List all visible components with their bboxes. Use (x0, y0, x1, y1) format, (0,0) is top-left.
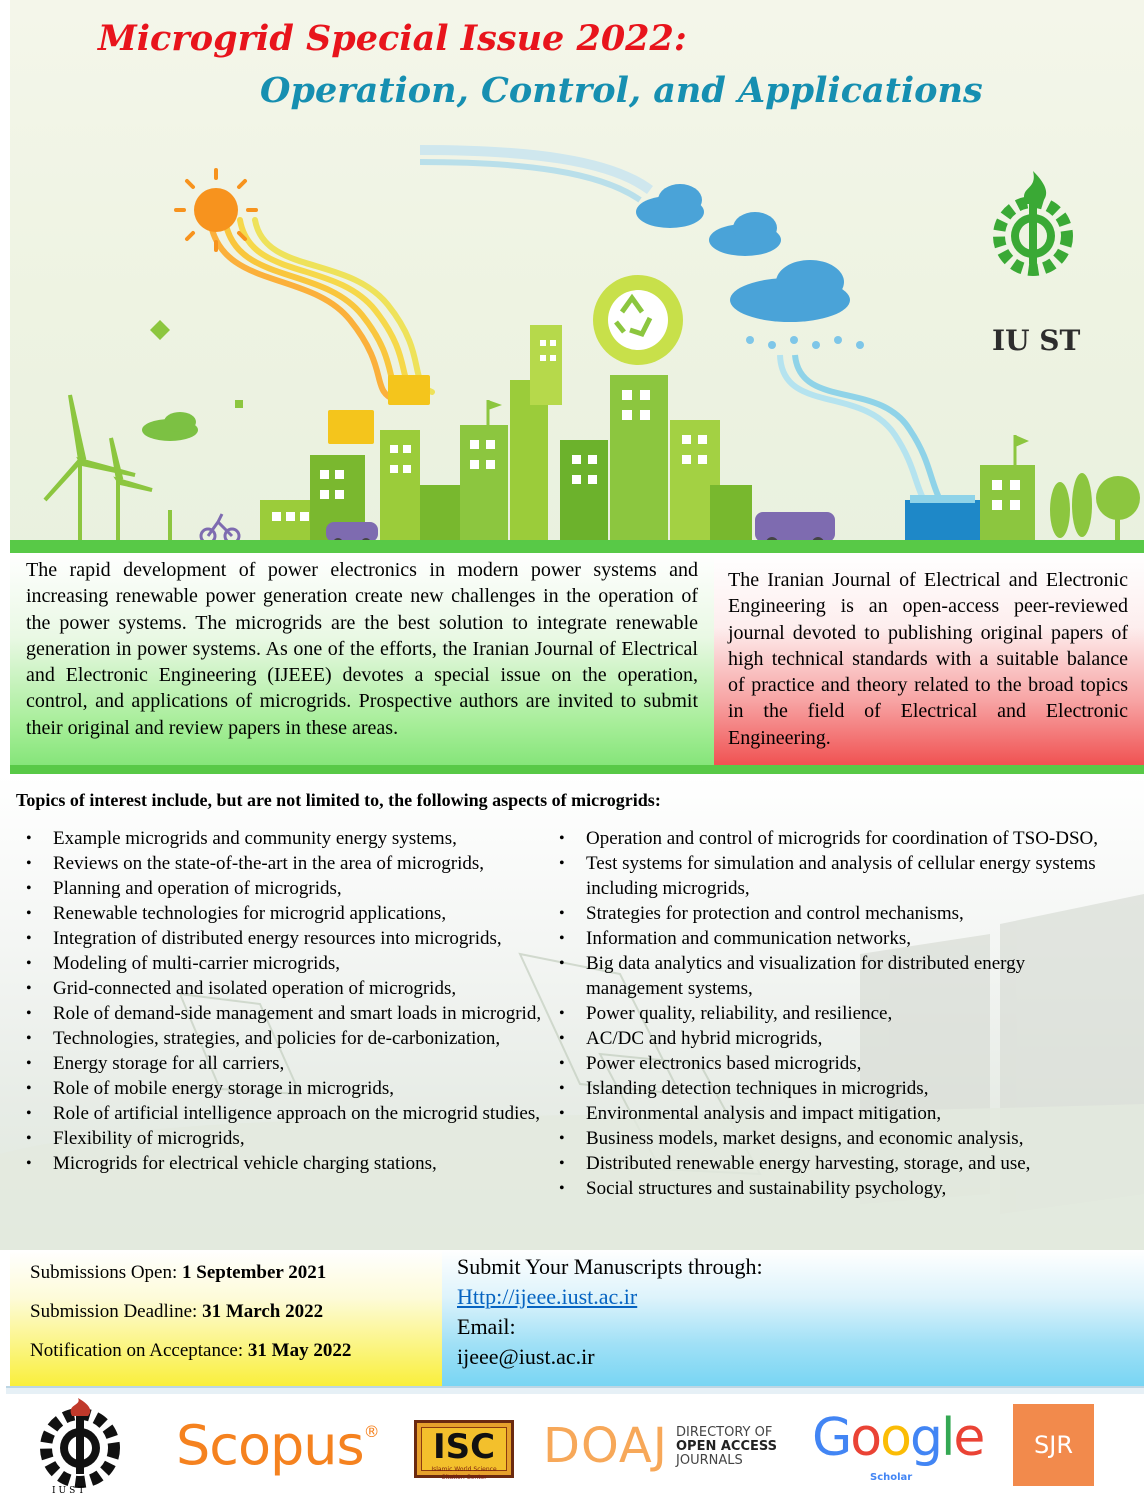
list-item: • Distributed renewable energy harvesting, storage, and use, (559, 1153, 1031, 1174)
bullet-icon: • (26, 880, 32, 897)
list-item: • Technologies, strategies, and policies for de-carbonization, (26, 1028, 501, 1049)
bullet-icon: • (26, 980, 32, 997)
bullet-icon: • (26, 1105, 32, 1122)
topics-section (0, 774, 1144, 1250)
bullet-icon: • (559, 930, 565, 947)
journal-url-link[interactable]: Http://ijeee.iust.ac.ir (457, 1284, 638, 1309)
important-dates (10, 1250, 442, 1386)
water-stream (780, 355, 940, 502)
bullet-icon: • (559, 1105, 565, 1122)
list-item: • Role of mobile energy storage in microgrids, (26, 1078, 395, 1099)
bullet-icon: • (26, 855, 32, 872)
bullet-icon: • (26, 930, 32, 947)
list-item: • Information and communication networks, (559, 928, 912, 949)
sun-energy-stream (210, 220, 432, 400)
bullet-icon: • (559, 1030, 565, 1047)
list-item: • Reviews on the state-of-the-art in the area of microgrids, (26, 853, 485, 874)
list-item: • Power electronics based microgrids, (559, 1053, 862, 1074)
footer-divider (6, 1386, 1144, 1394)
list-item: • Environmental analysis and impact mitigation, (559, 1103, 942, 1124)
bullet-icon: • (26, 830, 32, 847)
email-label: Email: (457, 1314, 516, 1339)
bullet-icon: • (559, 1155, 565, 1172)
list-item: • Strategies for protection and control mechanisms, (559, 903, 964, 924)
date-row-notification: Notification on Acceptance: 31 May 2022 (30, 1340, 352, 1361)
tree-icon (1050, 473, 1140, 545)
iust-emblem-text: IUST (52, 1486, 88, 1496)
topics-list-left (26, 826, 553, 1176)
bullet-icon: • (559, 1130, 565, 1147)
city-illustration (10, 140, 1144, 550)
bullet-icon: • (559, 1180, 565, 1197)
bullet-icon: • (559, 905, 565, 922)
bullet-icon: • (26, 1080, 32, 1097)
iust-logo-icon (978, 166, 1088, 296)
bullet-icon: • (559, 1055, 565, 1072)
bullet-icon: • (26, 955, 32, 972)
intro-call-text: The rapid development of power electronics in modern power systems and increasing renewable power generation create new challenges in the operation of the power systems. The microgrids are the best solution to integrate renewable generation in power systems. As one of the efforts, the Iranian Journal of Electrical and Electronic Engineering (IJEEE) devotes a special issue on the operation, control, and applications of microgrids. Prospective authors are invited to submit their original and review papers in these areas. (10, 553, 714, 765)
list-item: • Microgrids for electrical vehicle charging stations, (26, 1153, 437, 1174)
bullet-icon: • (26, 1055, 32, 1072)
bullet-icon: • (26, 905, 32, 922)
list-item: • Planning and operation of microgrids, (26, 878, 342, 899)
doaj-logo: DOAJ (543, 1418, 668, 1474)
bullet-icon: • (559, 955, 565, 972)
date-deadline-value: 31 March 2022 (202, 1301, 324, 1322)
sjr-logo: SJR (1013, 1404, 1094, 1486)
date-row-deadline: Submission Deadline: 31 March 2022 (30, 1301, 324, 1322)
google-scholar-subtitle: Scholar (870, 1472, 913, 1483)
list-item: • Role of demand-side management and smart loads in microgrid, (26, 1003, 542, 1024)
iust-emblem-icon (32, 1398, 132, 1496)
journal-description: The Iranian Journal of Electrical and Electronic Engineering is an open-access peer-reviewed journal devoted to publishing original papers of high technical standards with a suitable balance of practice and theory related to the broad topics in the field of Electrical and Electronic Engineering. (714, 553, 1144, 765)
date-row-open: Submissions Open: 1 September 2021 (30, 1262, 327, 1283)
bullet-icon: • (26, 1005, 32, 1022)
list-item: • Modeling of multi-carrier microgrids, (26, 953, 341, 974)
list-item: • Big data analytics and visualization for distributed energy management systems, (559, 953, 1026, 999)
list-item: • Power quality, reliability, and resilience, (559, 1003, 893, 1024)
butterfly-icon (150, 320, 243, 408)
title-line-1: Microgrid Special Issue 2022: (98, 18, 687, 59)
list-item: • Integration of distributed energy resources into microgrids, (26, 928, 502, 949)
bullet-icon: • (559, 830, 565, 847)
sky-stream (420, 150, 650, 200)
scopus-logo: Scopus® (176, 1414, 379, 1477)
email-address[interactable]: ijeee@iust.ac.ir (457, 1344, 595, 1369)
bullet-icon: • (26, 1155, 32, 1172)
wind-turbine-icon (45, 395, 170, 540)
bullet-icon: • (26, 1030, 32, 1047)
divider-green-mid (10, 765, 1144, 774)
date-open-value: 1 September 2021 (182, 1262, 327, 1283)
topics-list-right (559, 826, 1116, 1201)
cloud-icon (142, 184, 850, 441)
list-item: • Test systems for simulation and analysis of cellular energy systems including microgrids, (559, 853, 1096, 899)
bullet-icon: • (26, 1130, 32, 1147)
bullet-icon: • (559, 1080, 565, 1097)
list-item: • Energy storage for all carriers, (26, 1053, 285, 1074)
doaj-subtitle: DIRECTORY OF OPEN ACCESS JOURNALS (676, 1425, 778, 1468)
submit-heading: Submit Your Manuscripts through: (457, 1254, 763, 1279)
list-item: • Flexibility of microgrids, (26, 1128, 245, 1149)
bullet-icon: • (559, 855, 565, 872)
topics-heading: Topics of interest include, but are not limited to, the following aspects of microgrids: (16, 790, 661, 810)
list-item: • Social structures and sustainability psychology, (559, 1178, 947, 1199)
list-item: • Role of artificial intelligence approach on the microgrid studies, (26, 1103, 540, 1124)
iust-logo-text: IU ST (992, 324, 1081, 357)
list-item: • Business models, market designs, and economic analysis, (559, 1128, 1024, 1149)
list-item: • Example microgrids and community energy systems, (26, 828, 457, 849)
list-item: • Operation and control of microgrids for coordination of TSO-DSO, (559, 828, 1099, 849)
list-item: • Grid-connected and isolated operation of microgrids, (26, 978, 457, 999)
divider-green-top (10, 540, 1144, 553)
list-item: • Renewable technologies for microgrid applications, (26, 903, 447, 924)
indexing-logos (0, 1396, 1144, 1500)
bullet-icon: • (559, 1005, 565, 1022)
bicycle-icon (201, 514, 239, 543)
list-item: • Islanding detection techniques in microgrids, (559, 1078, 929, 1099)
date-notification-value: 31 May 2022 (247, 1340, 352, 1361)
rain-icon (746, 336, 864, 349)
google-scholar-logo: Google (812, 1408, 984, 1468)
hero-banner (10, 0, 1144, 550)
title-line-2: Operation, Control, and Applications (260, 70, 983, 111)
isc-logo: ISC Islamic World Science Citation Center (414, 1420, 514, 1478)
list-item: • AC/DC and hybrid microgrids, (559, 1028, 823, 1049)
submission-info (442, 1250, 1144, 1386)
